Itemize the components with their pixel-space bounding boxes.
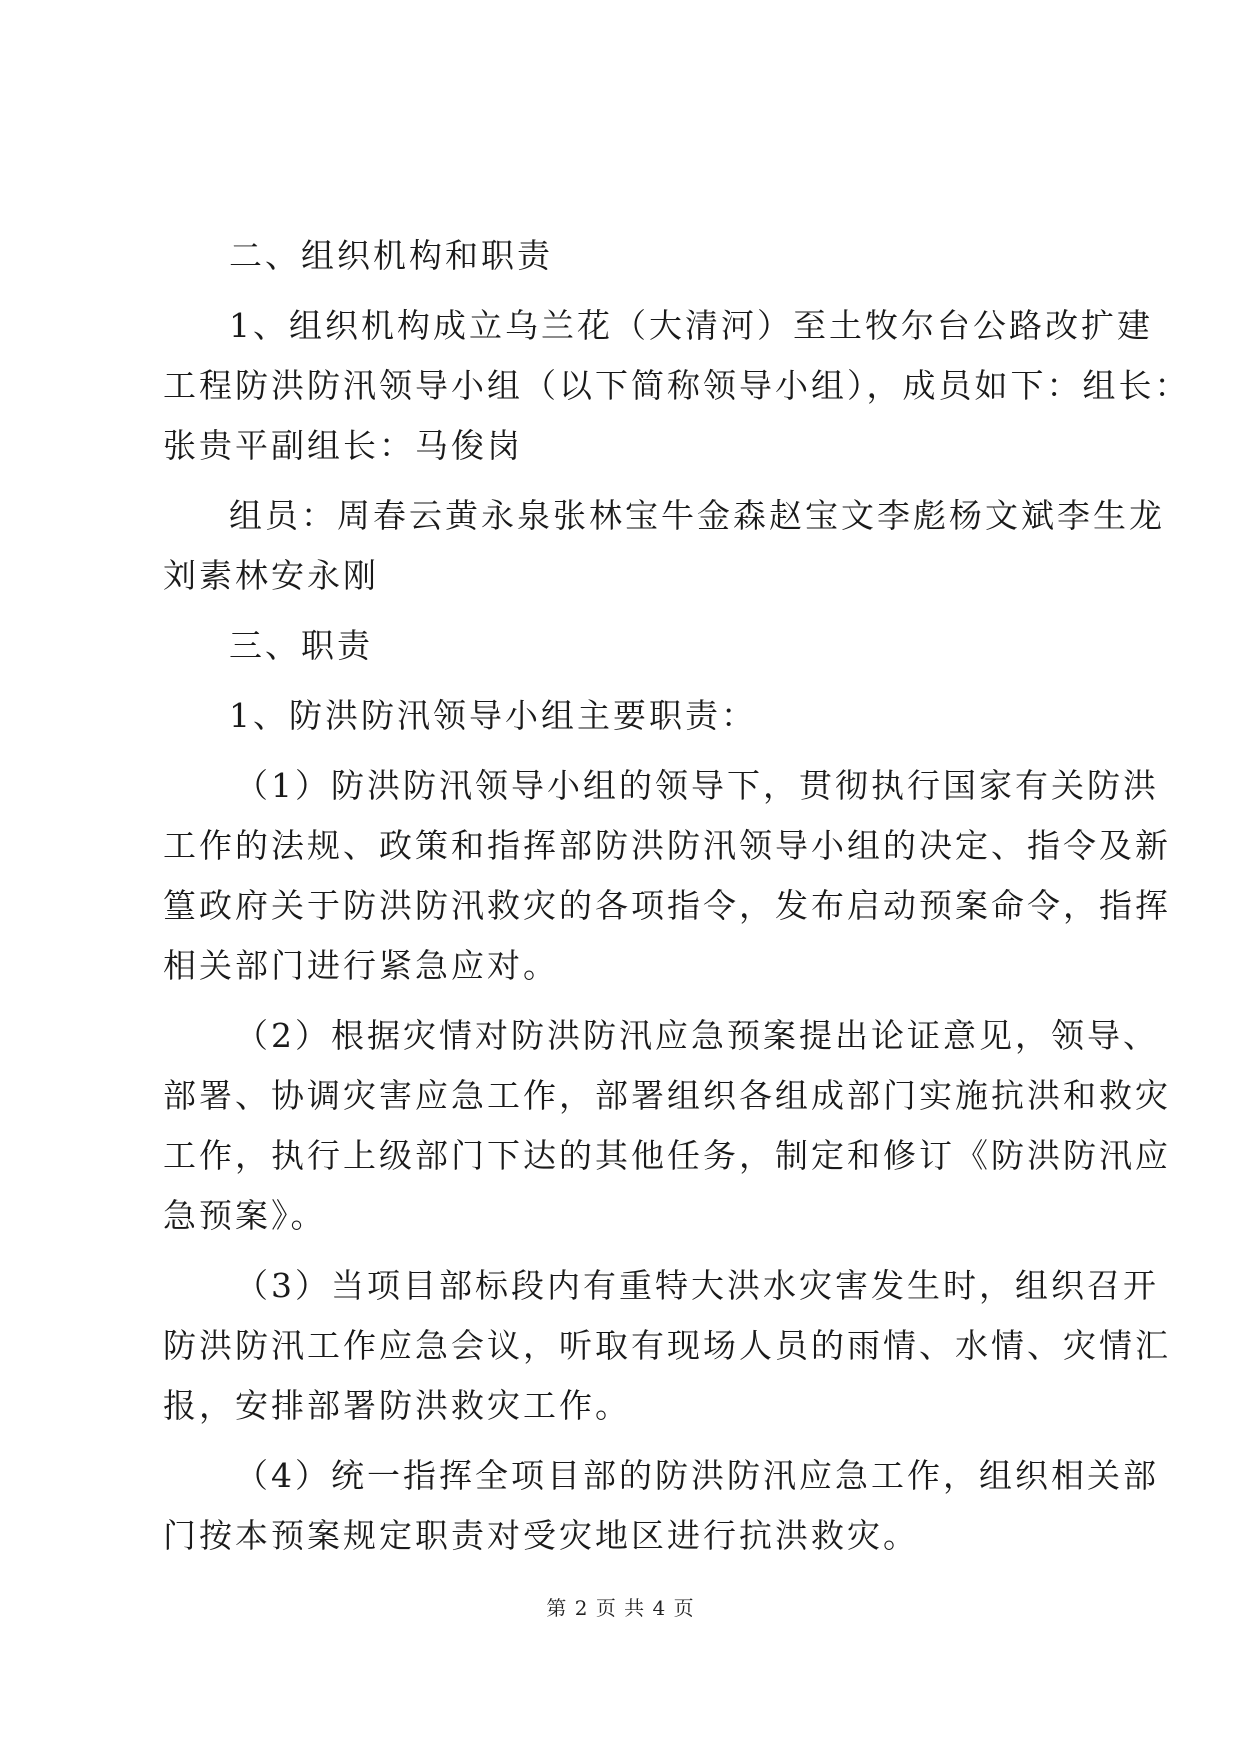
paragraph-line: 相关部门进行紧急应对。 — [163, 946, 559, 985]
document-body — [163, 226, 1191, 1566]
paragraph-line: （2）根据灾情对防洪防汛应急预案提出论证意见，领导、 — [235, 1016, 1159, 1055]
duty-item-1 — [163, 756, 1171, 996]
paragraph-line: 1、组织机构成立乌兰花（大清河）至土牧尔台公路改扩建 — [229, 306, 1153, 345]
section-heading-duties: 三、职责 — [229, 626, 373, 665]
duty-item-3 — [163, 1256, 1171, 1436]
section-heading-org: 二、组织机构和职责 — [229, 236, 553, 275]
paragraph-line: 刘素林安永刚 — [163, 556, 379, 595]
paragraph-line: 工作的法规、政策和指挥部防洪防汛领导小组的决定、指令及新 — [163, 826, 1171, 865]
paragraph-line: 防洪防汛工作应急会议，听取有现场人员的雨情、水情、灾情汇 — [163, 1326, 1171, 1365]
paragraph-line: 篁政府关于防洪防汛救灾的各项指令，发布启动预案命令，指挥 — [163, 886, 1171, 925]
paragraph-line: （3）当项目部标段内有重特大洪水灾害发生时，组织召开 — [235, 1266, 1159, 1305]
paragraph-line: （4）统一指挥全项目部的防洪防汛应急工作，组织相关部 — [235, 1456, 1159, 1495]
paragraph-line: 急预案》。 — [163, 1196, 327, 1235]
paragraph-line: 组员：周春云黄永泉张林宝牛金森赵宝文李彪杨文斌李生龙 — [229, 496, 1165, 535]
paragraph-line: 部署、协调灾害应急工作，部署组织各组成部门实施抗洪和救灾 — [163, 1076, 1171, 1115]
members-paragraph — [163, 486, 1165, 606]
duty-heading: 1、防洪防汛领导小组主要职责： — [229, 696, 757, 735]
paragraph-line: 报，安排部署防洪救灾工作。 — [163, 1386, 631, 1425]
page-number-footer: 第 2 页 共 4 页 — [546, 1596, 695, 1620]
duty-item-4 — [163, 1446, 1159, 1566]
paragraph-line: （1）防洪防汛领导小组的领导下，贯彻执行国家有关防洪 — [235, 766, 1159, 805]
paragraph-line: 门按本预案规定职责对受灾地区进行抗洪救灾。 — [163, 1516, 919, 1555]
paragraph-line: 工作，执行上级部门下达的其他任务，制定和修订《防洪防汛应 — [163, 1136, 1171, 1175]
duty-item-2 — [163, 1006, 1171, 1246]
org-paragraph — [163, 296, 1191, 476]
paragraph-line: 张贵平副组长：马俊岗 — [163, 426, 523, 465]
paragraph-line: 工程防洪防汛领导小组（以下简称领导小组），成员如下：组长： — [163, 366, 1191, 405]
